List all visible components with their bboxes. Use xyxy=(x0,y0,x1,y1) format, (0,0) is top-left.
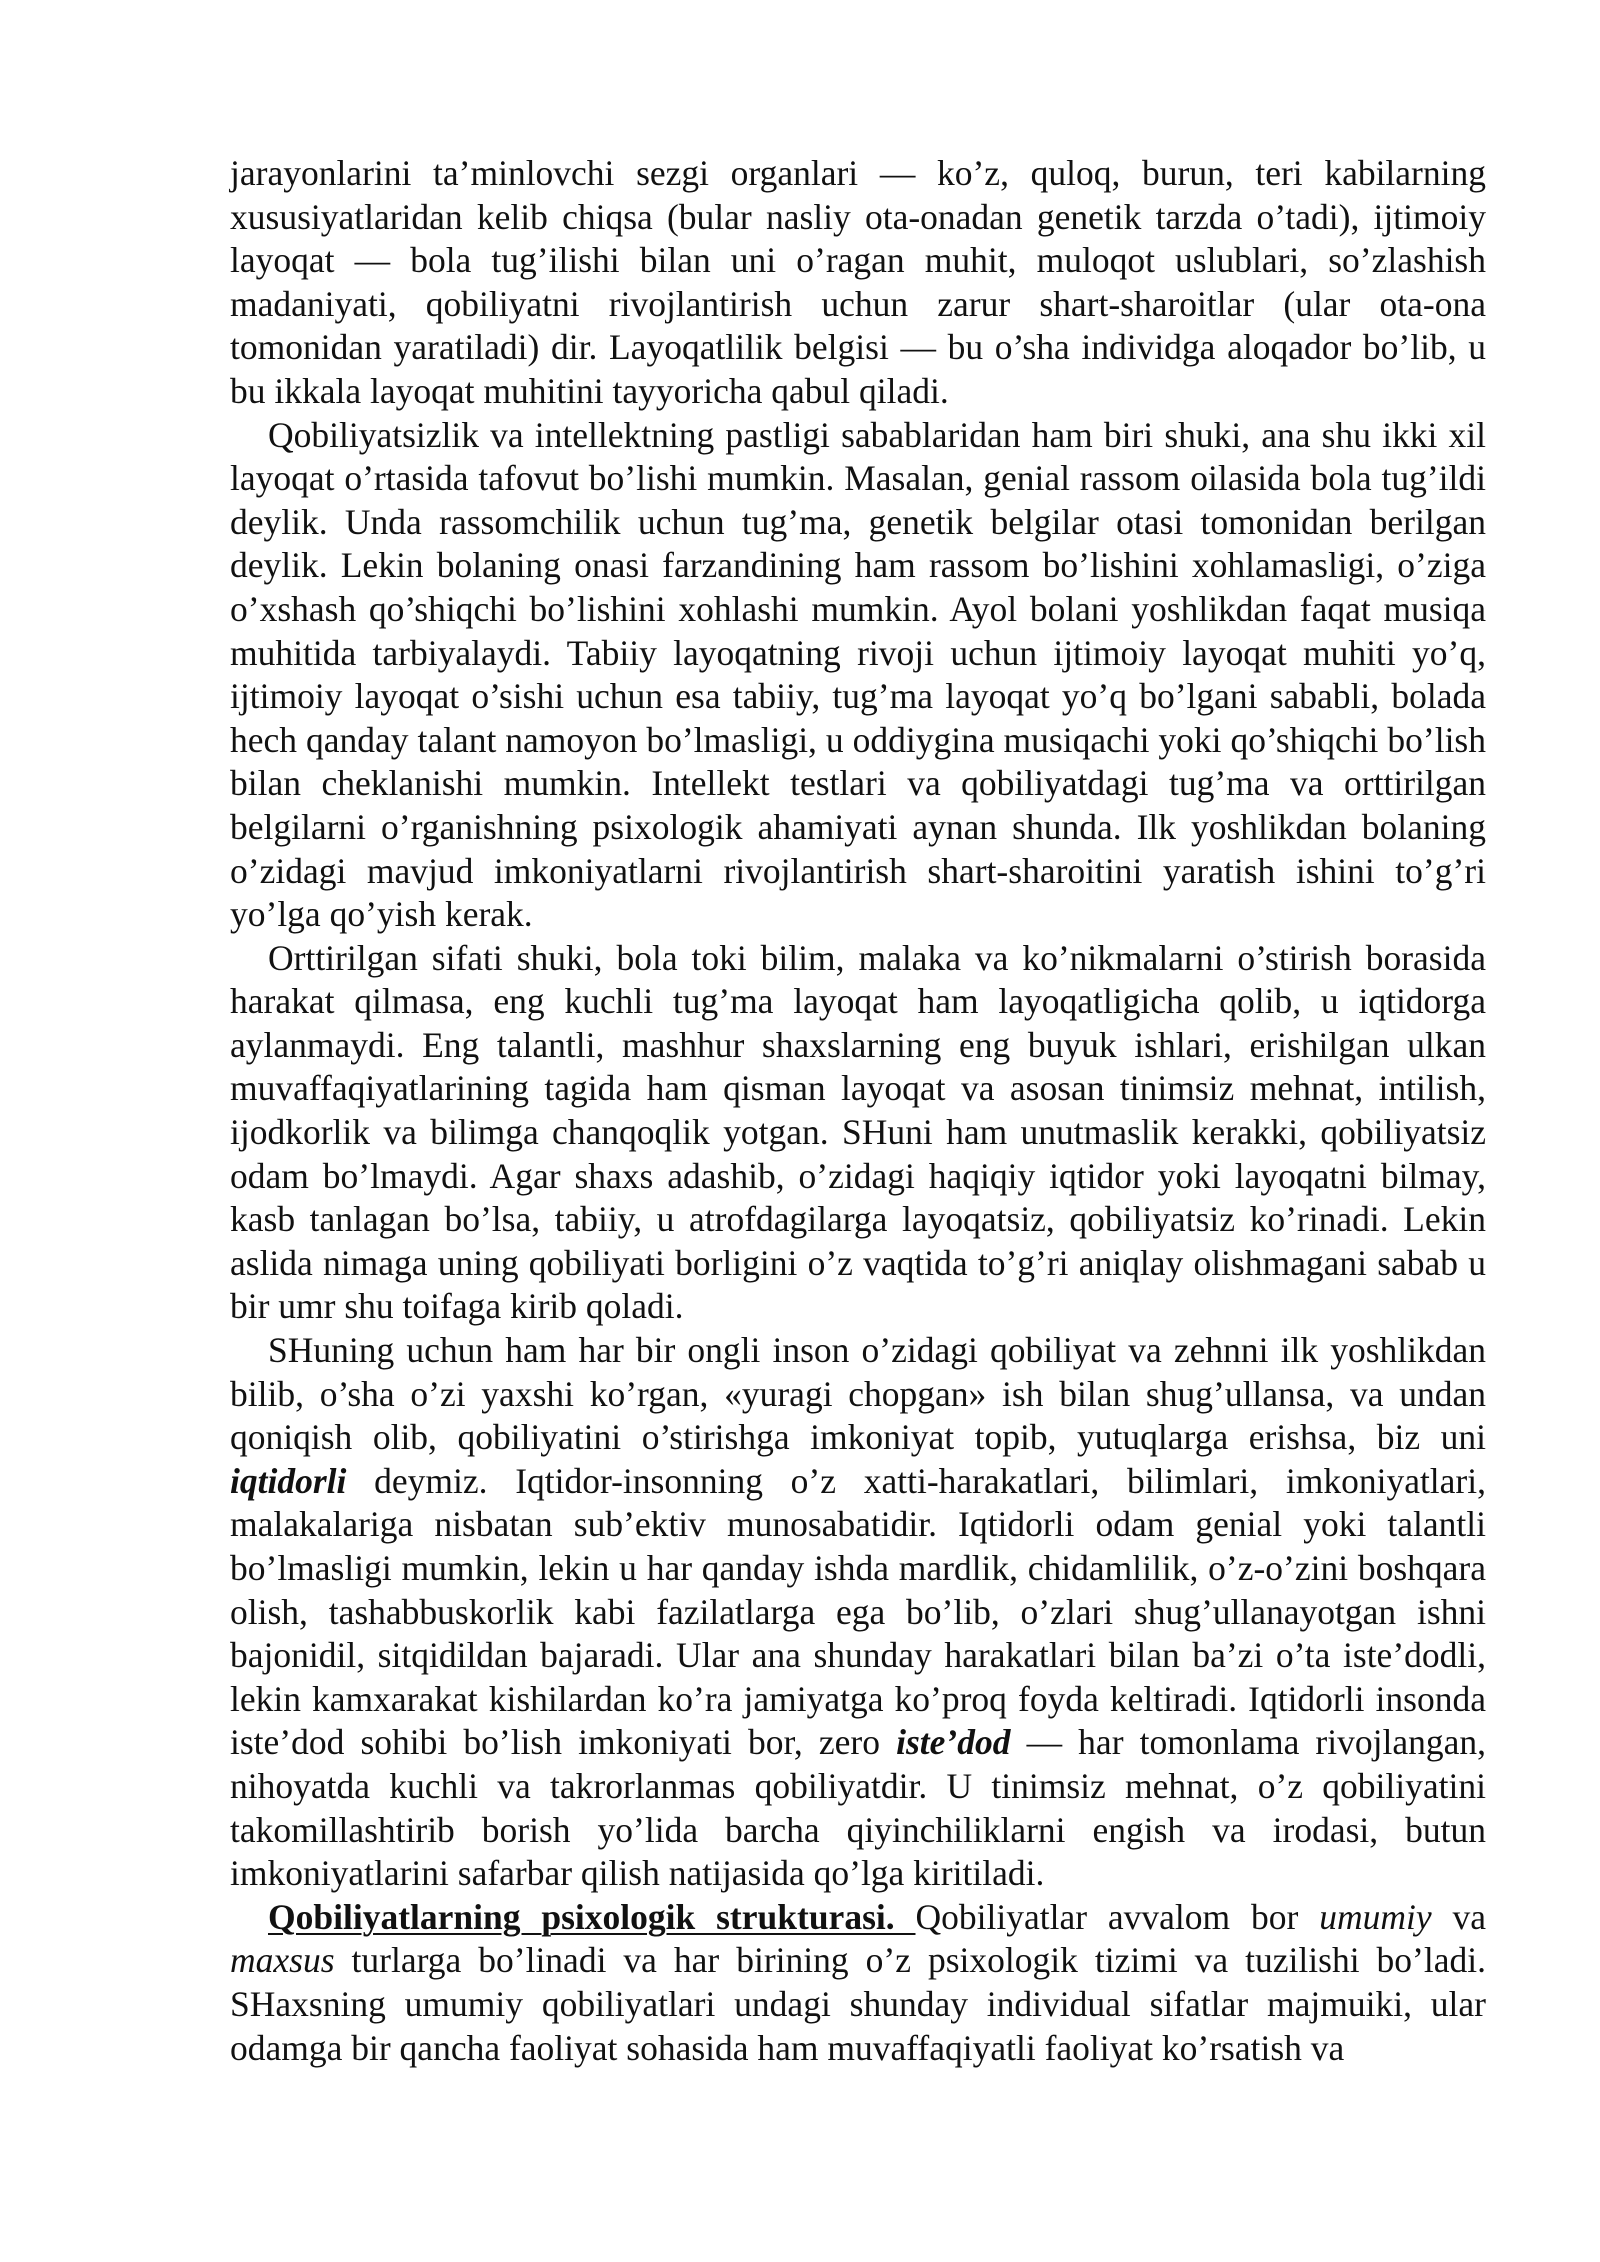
term-istedod: iste’dod xyxy=(896,1722,1011,1763)
paragraph-5-text-2: va xyxy=(1431,1896,1486,1937)
paragraph-1: jarayonlarini ta’minlovchi sezgi organlari — ko’z, quloq, burun, teri kabilarning xususiyatlaridan kelib chiqsa (bular nasliy ota-onadan genetik tarzda o’tadi), ijtimoiy layoqat — bola tug’ilishi bilan uni o’ragan muhit, muloqot uslublari, so’zlashish madaniyati, qobiliyatni rivojlantirish uchun zarur shart-sharoitlar (ular ota-ona tomonidan yaratiladi) dir. Layoqatlilik belgisi — bu o’sha individga aloqador bo’lib, u bu ikkala layoqat muhitini tayyoricha qabul qiladi. xyxy=(230,153,1486,411)
paragraph-5-text-3: turlarga bo’linadi va har birining o’z psixologik tizimi va tuzilishi bo’ladi. SHaxsning umumiy qobiliyatlari undagi shunday individual sifatlar majmuiki, ular odamga bir qancha faoliyat sohasida ham muvaffaqiyatli faoliyat ko’rsatish va xyxy=(230,1940,1486,2068)
term-umumiy: umumiy xyxy=(1319,1896,1432,1937)
paragraph-3: Orttirilgan sifati shuki, bola toki bilim, malaka va ko’nikmalarni o’stirish borasida harakat qilmasa, eng kuchli tug’ma layoqat ham layoqatligicha qolib, u iqtidorga aylanmaydi. Eng talantli, mashhur shaxslarning eng buyuk ishlari, erishilgan ulkan muvaffaqiyatlarining tagida ham qisman layoqat va asosan tinimsiz mehnat, intilish, ijodkorlik va bilimga chanqoqlik yotgan. SHuni ham unutmaslik kerakki, qobiliyatsiz odam bo’lmaydi. Agar shaxs adashib, o’zidagi haqiqiy iqtidor yoki layoqatni bilmay, kasb tanlagan bo’lsa, tabiiy, u atrofdagilarga layoqatsiz, qobiliyatsiz ko’rinadi. Lekin aslida nimaga uning qobiliyati borligini o’z vaqtida to’g’ri aniqlay olishmagani sabab u bir umr shu toifaga kirib qoladi. xyxy=(230,937,1486,1327)
paragraph-5-text-1: Qobiliyatlar avvalom bor xyxy=(915,1896,1320,1937)
paragraph-4 xyxy=(230,1329,1486,1896)
term-maxsus: maxsus xyxy=(230,1940,335,1981)
paragraph-4-intro: SHuning uchun ham har bir ongli inson o’zidagi qobiliyat va zehnni ilk yoshlikdan bilib, o’sha o’zi yaxshi ko’rgan, «yuragi chopgan» ish bilan shug’ullansa, va undan qoniqish olib, qobiliyatini o’stirishga imkoniyat topib, yutuqlarga erishsa, biz uni xyxy=(230,1330,1486,1458)
paragraph-5 xyxy=(230,1896,1486,2070)
paragraph-4-body: deymiz. Iqtidor-insonning o’z xatti-harakatlari, bilimlari, imkoniyatlari, malakalariga nisbatan sub’ektiv munosabatidir. Iqtidorli odam genial yoki talantli bo’lmasligi mumkin, lekin u har qanday ishda mardlik, chidamlilik, o’z-o’zini boshqara olish, tashabbuskorlik kabi fazilatlarga ega bo’lib, o’zlari shug’ullanayotgan ishni bajonidil, sitqidildan bajaradi. Ular ana shunday harakatlari bilan ba’zi o’ta iste’dodli, lekin kamxarakat kishilardan ko’ra jamiyatga ko’proq foyda keltiradi. Iqtidorli insonda iste’dod sohibi bo’lish imkoniyati bor, zero xyxy=(230,1460,1486,1763)
section-heading: Qobiliyatlarning psixologik strukturasi. xyxy=(268,1896,916,1937)
document-page xyxy=(230,152,1486,2070)
term-iqtidorli: iqtidorli xyxy=(230,1460,347,1501)
paragraph-2: Qobiliyatsizlik va intellektning pastligi sabablaridan ham biri shuki, ana shu ikki xil layoqat o’rtasida tafovut bo’lishi mumkin. Masalan, genial rassom oilasida bola tug’ildi deylik. Unda rassomchilik uchun tug’ma, genetik belgilar otasi tomonidan berilgan deylik. Lekin bolaning onasi farzandining ham rassom bo’lishini xohlamasligi, o’ziga o’xshash qo’shiqchi bo’lishini xohlashi mumkin. Ayol bolani yoshlikdan faqat musiqa muhitida tarbiyalaydi. Tabiiy layoqatning rivoji uchun ijtimoiy layoqat muhiti yo’q, ijtimoiy layoqat o’sishi uchun esa tabiiy, tug’ma layoqat yo’q bo’lgani sababli, bolada hech qanday talant namoyon bo’lmasligi, u oddiygina musiqachi yoki qo’shiqchi bo’lish bilan cheklanishi mumkin. Intellekt testlari va qobiliyatdagi tug’ma va orttirilgan belgilarni o’rganishning psixologik ahamiyati aynan shunda. Ilk yoshlikdan bolaning o’zidagi mavjud imkoniyatlarni rivojlantirish shart-sharoitini yaratish ishini to’g’ri yo’lga qo’yish kerak. xyxy=(230,414,1486,935)
paragraph-4-end: — har tomonlama rivojlangan, nihoyatda kuchli va takrorlanmas qobiliyatdir. U tinimsiz mehnat, o’z qobiliyatini takomillashtirib borish yo’lida barcha qiyinchiliklarni engish va irodasi, butun imkoniyatlarini safarbar qilish natijasida qo’lga kiritiladi. xyxy=(230,1722,1486,1894)
